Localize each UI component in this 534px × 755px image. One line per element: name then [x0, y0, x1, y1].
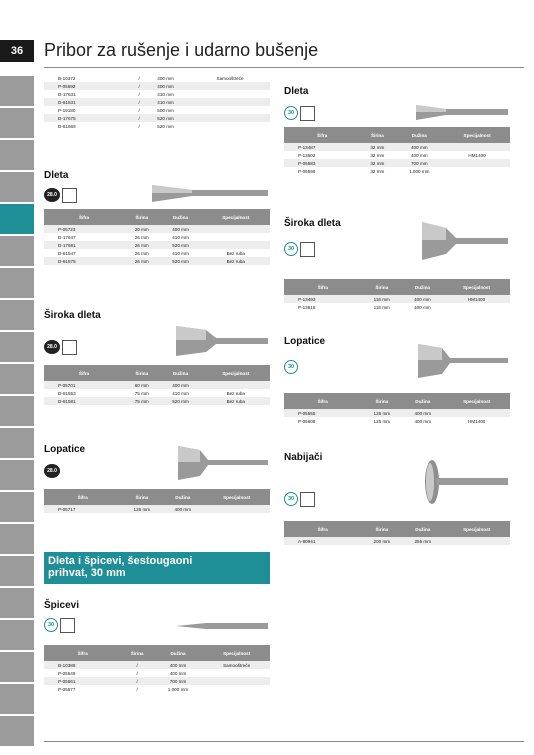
table-cell: D-61575	[44, 257, 124, 265]
chisel-profile-icon	[62, 188, 77, 203]
sidebar-tab[interactable]	[0, 588, 34, 618]
table-row	[44, 98, 270, 106]
table-cell	[202, 233, 270, 241]
spec-badges	[44, 464, 60, 478]
table-row	[44, 241, 270, 249]
flat-chisel-image	[152, 182, 270, 206]
table-header-cell: Specijalnost	[203, 489, 270, 505]
spicevi-30-section	[44, 600, 270, 693]
top-spec-table	[44, 74, 270, 130]
section-title: Špicevi	[44, 600, 80, 611]
lopatice-30-section	[284, 336, 510, 425]
table-header-cell: Širina	[124, 209, 160, 225]
sidebar-tab[interactable]	[0, 172, 34, 202]
table-cell: /	[138, 75, 140, 81]
sidebar-tab[interactable]	[0, 204, 34, 234]
table-cell: 400 mm	[414, 304, 431, 310]
chisel-profile-icon	[300, 106, 315, 121]
table-cell	[203, 677, 270, 685]
table-cell: P-05717	[44, 505, 121, 513]
hex-shank-badge: 28.0	[44, 464, 60, 478]
table-row	[284, 295, 510, 303]
nabijaci-30-table	[284, 521, 510, 545]
table-cell	[190, 82, 270, 90]
table-cell: D-61581	[44, 397, 124, 405]
table-header-cell: Dužina	[160, 365, 202, 381]
spec-badges	[284, 242, 315, 257]
table-header-cell: Širina	[360, 127, 394, 143]
spec-badges	[44, 188, 77, 203]
wide-chisel-image	[422, 222, 510, 262]
spec-badges	[44, 340, 77, 355]
spec-badges	[284, 360, 298, 374]
table-cell: 400 mm	[411, 152, 428, 158]
table-row	[44, 677, 270, 685]
table-cell: 410 mm	[172, 390, 189, 396]
table-cell: 255 mm	[402, 537, 443, 545]
table-cell: /	[136, 686, 138, 692]
table-cell: 32 mm	[360, 143, 394, 151]
sidebar-tab[interactable]	[0, 524, 34, 554]
table-cell: P-13502	[298, 152, 316, 158]
table-cell: 700 mm	[153, 677, 203, 685]
table-cell: P-05701	[44, 381, 124, 389]
table-cell	[443, 537, 510, 545]
table-cell: 500 mm	[157, 107, 174, 113]
table-row	[44, 389, 270, 397]
sidebar-tab[interactable]	[0, 108, 34, 138]
table-cell	[202, 241, 270, 249]
spec-badges	[284, 492, 315, 507]
table-header-cell: Širina	[361, 393, 402, 409]
table-cell	[444, 143, 510, 151]
section-title: Široka dleta	[44, 310, 101, 321]
hex-shank-badge: 28.0	[44, 188, 60, 202]
table-row	[44, 114, 270, 122]
table-row	[284, 167, 510, 175]
table-cell: 410 mm	[172, 234, 189, 240]
spade-image	[418, 344, 510, 378]
table-cell: 410 mm	[172, 250, 189, 256]
sidebar-tab[interactable]	[0, 300, 34, 330]
section-title: Dleta	[284, 86, 309, 97]
sidebar-tab[interactable]	[0, 140, 34, 170]
table-cell: 400 mm	[162, 505, 203, 513]
table-cell: /	[138, 99, 140, 105]
table-cell: 410 mm	[157, 91, 174, 97]
table-cell: /	[138, 107, 140, 113]
table-header-cell: Šifra	[44, 365, 124, 381]
sidebar-tab[interactable]	[0, 492, 34, 522]
table-cell: A-80941	[284, 537, 361, 545]
table-header-cell: Šifra	[284, 127, 360, 143]
table-row	[44, 90, 270, 98]
table-cell: 125 mm	[373, 418, 391, 424]
lopatice-30-table	[284, 393, 510, 425]
section-title: Široka dleta	[284, 218, 341, 229]
table-cell: D-17631	[58, 91, 76, 97]
table-cell: D-17675	[44, 114, 137, 122]
table-cell: 26 mm	[124, 257, 160, 265]
table-header-cell: Šifra	[284, 393, 361, 409]
table-header-cell: Šifra	[44, 209, 124, 225]
siroka-dleta-30-table	[284, 279, 510, 311]
table-cell	[203, 685, 270, 693]
table-header-cell: Širina	[361, 521, 402, 537]
table-cell: /	[138, 115, 140, 121]
table-row	[44, 225, 270, 233]
table-cell	[444, 167, 510, 175]
table-cell: 700 mm	[394, 159, 444, 167]
dleta-30-table	[284, 127, 510, 175]
sidebar-tab[interactable]	[0, 652, 34, 682]
table-cell: 520 mm	[160, 257, 202, 265]
table-cell: P-05549	[58, 670, 76, 676]
table-cell: 26 mm	[124, 241, 160, 249]
table-row	[284, 159, 510, 167]
sidebar-tab[interactable]	[0, 364, 34, 394]
table-row	[44, 685, 270, 693]
page-title: Pribor za rušenje i udarno bušenje	[44, 40, 319, 60]
table-cell: Samooštreće	[203, 661, 270, 669]
table-header-cell: Dužina	[394, 127, 444, 143]
sidebar	[0, 76, 34, 748]
sidebar-tab[interactable]	[0, 556, 34, 586]
table-header-cell: Šifra	[284, 521, 361, 537]
table-row	[44, 381, 270, 389]
section-title: Lopatice	[44, 444, 86, 455]
table-cell: /	[121, 661, 152, 669]
hex-30-badge: 30	[44, 618, 58, 632]
table-cell: 125 mm	[361, 409, 402, 417]
table-cell: P-05608	[298, 418, 316, 424]
table-cell: B-10388	[44, 661, 121, 669]
table-cell: 400 mm	[141, 82, 190, 90]
table-cell: D-61531	[44, 98, 137, 106]
table-cell	[190, 122, 270, 130]
siroka-dleta-30-section	[284, 218, 510, 311]
table-header-cell: Specijalnost	[443, 521, 510, 537]
banner-line1: Dleta i špicevi, šestougaoni	[48, 555, 193, 567]
chisel-profile-icon	[300, 242, 315, 257]
table-row	[284, 151, 510, 159]
table-cell: 115 mm	[362, 295, 402, 303]
table-header-cell: Šifra	[284, 279, 362, 295]
section-title: Lopatice	[284, 336, 326, 347]
tamper-image	[422, 458, 510, 506]
table-cell: P-05577	[58, 686, 76, 692]
sidebar-tab[interactable]	[0, 460, 34, 490]
sidebar-tab[interactable]	[0, 332, 34, 362]
table-cell: 200 mm	[361, 537, 402, 545]
table-cell: /	[138, 91, 140, 97]
table-cell: 400 mm	[169, 670, 187, 676]
table-cell: D-61569	[58, 123, 76, 129]
table-row	[44, 122, 270, 130]
wide-chisel-image	[176, 326, 270, 358]
table-cell: /	[138, 123, 140, 129]
table-cell: 26 mm	[134, 250, 149, 256]
table-cell: HM1400	[467, 418, 486, 424]
spade-image	[178, 444, 270, 480]
table-cell: D-17681	[44, 241, 124, 249]
table-header-cell: Specijalnost	[443, 279, 510, 295]
table-cell: Bez ruba	[202, 257, 270, 265]
table-cell: P-13518	[298, 304, 316, 310]
table-cell: D-61547	[58, 250, 76, 256]
point-chisel-image	[176, 620, 270, 632]
table-cell: B-10372	[58, 75, 76, 81]
bottom-divider	[44, 741, 524, 742]
table-row	[284, 417, 510, 425]
table-row	[44, 106, 270, 114]
sidebar-tab[interactable]	[0, 396, 34, 426]
table-cell: P-05723	[44, 225, 124, 233]
table-header-cell: Specijalnost	[444, 127, 510, 143]
table-header-cell: Širina	[121, 645, 152, 661]
table-cell	[443, 409, 510, 417]
table-cell: P-19180	[58, 107, 76, 113]
spec-badges	[284, 106, 315, 121]
table-cell	[190, 98, 270, 106]
table-header-cell: Dužina	[402, 521, 443, 537]
table-cell: 520 mm	[160, 241, 202, 249]
table-header-cell: Specijalnost	[202, 365, 270, 381]
spicevi-30-table	[44, 645, 270, 693]
table-header-cell: Širina	[362, 279, 402, 295]
table-cell: Bez ruba	[226, 250, 245, 256]
table-row	[284, 537, 510, 545]
table-row	[44, 661, 270, 669]
table-row	[44, 82, 270, 90]
table-row	[284, 143, 510, 151]
table-header-cell: Dužina	[162, 489, 203, 505]
table-cell: 400 mm	[402, 409, 443, 417]
banner-line2: prihvat, 30 mm	[48, 567, 126, 579]
table-cell: 400 mm	[402, 295, 443, 303]
table-cell: Bez ruba	[202, 397, 270, 405]
section-title: Dleta	[44, 170, 69, 181]
sidebar-tab[interactable]	[0, 620, 34, 650]
table-header-cell: Specijalnost	[203, 645, 270, 661]
table-row	[44, 74, 270, 82]
table-cell: 115 mm	[373, 304, 390, 310]
table-cell: 520 mm	[160, 397, 202, 405]
table-cell: 400 mm	[394, 143, 444, 151]
table-row	[44, 249, 270, 257]
table-cell: 26 mm	[134, 234, 149, 240]
table-header-cell: Šifra	[44, 489, 121, 505]
page-number: 36	[0, 40, 34, 62]
table-cell: 32 mm	[360, 159, 394, 167]
table-row	[44, 257, 270, 265]
hex-30-badge: 30	[284, 360, 298, 374]
table-header-cell: Dužina	[153, 645, 203, 661]
table-row	[44, 669, 270, 677]
table-cell: D-17647	[58, 234, 76, 240]
table-header-cell: Dužina	[402, 393, 443, 409]
table-row	[44, 397, 270, 405]
table-cell: P-05583	[284, 159, 360, 167]
table-cell	[202, 225, 270, 233]
table-cell	[190, 106, 270, 114]
top-table-section	[44, 74, 270, 130]
table-cell: P-05561	[44, 677, 121, 685]
table-cell: P-05599	[298, 168, 316, 174]
table-cell: Bez ruba	[226, 390, 245, 396]
lopatice-28-section	[44, 444, 270, 513]
title-divider	[44, 67, 524, 68]
sidebar-tab[interactable]	[0, 716, 34, 746]
table-cell: 1.000 mm	[167, 686, 189, 692]
table-cell: 400 mm	[153, 661, 203, 669]
table-row	[44, 233, 270, 241]
table-header-cell: Specijalnost	[202, 209, 270, 225]
table-cell: D-61553	[58, 390, 76, 396]
hex-30-badge: 30	[284, 492, 298, 506]
sidebar-tab[interactable]	[0, 268, 34, 298]
table-cell: /	[138, 83, 140, 89]
table-cell: 1.000 mm	[409, 168, 430, 174]
chisel-profile-icon	[62, 340, 77, 355]
table-cell	[190, 114, 270, 122]
table-header-cell: Širina	[121, 489, 162, 505]
table-cell: /	[136, 670, 138, 676]
sidebar-tab[interactable]	[0, 76, 34, 106]
table-cell	[443, 303, 510, 311]
tamper-profile-icon	[300, 492, 315, 507]
sidebar-tab[interactable]	[0, 428, 34, 458]
table-header-cell: Dužina	[160, 209, 202, 225]
table-cell: P-05555	[284, 409, 361, 417]
table-cell: /	[121, 677, 152, 685]
table-cell: HM1400	[443, 295, 510, 303]
dleta-28-section	[44, 170, 270, 265]
table-cell: 20 mm	[124, 225, 160, 233]
table-cell: 32 mm	[370, 152, 385, 158]
table-header-cell: Širina	[124, 365, 160, 381]
point-chisel-profile-icon	[60, 618, 75, 633]
table-cell: 400 mm	[157, 75, 174, 81]
spec-badges	[44, 618, 75, 633]
table-cell: P-05692	[44, 82, 137, 90]
table-header-cell: Specijalnost	[443, 393, 510, 409]
table-cell: Samooštreće	[216, 75, 244, 81]
table-cell: 32 mm	[370, 168, 385, 174]
table-header-cell: Dužina	[402, 279, 443, 295]
hex-shank-badge: 28.0	[44, 340, 60, 354]
table-cell: 60 mm	[124, 381, 160, 389]
table-cell: P-13493	[284, 295, 362, 303]
sidebar-tab[interactable]	[0, 236, 34, 266]
table-cell	[203, 505, 270, 513]
table-header-cell: Šifra	[44, 645, 121, 661]
dleta-30-section	[284, 86, 510, 175]
hex-30-badge: 30	[284, 242, 298, 256]
table-cell: 75 mm	[124, 397, 160, 405]
section-title: Nabijači	[284, 452, 323, 463]
sidebar-tab[interactable]	[0, 684, 34, 714]
table-cell: HM1400	[468, 152, 486, 158]
table-cell: 75 mm	[134, 390, 149, 396]
table-cell	[203, 669, 270, 677]
table-cell: 400 mm	[414, 418, 432, 424]
table-cell: 410 mm	[141, 98, 190, 106]
table-row	[44, 505, 270, 513]
lopatice-28-table	[44, 489, 270, 513]
table-cell: 400 mm	[160, 381, 202, 389]
nabijaci-30-section	[284, 452, 510, 545]
table-row	[284, 409, 510, 417]
table-cell: P-13487	[284, 143, 360, 151]
dleta-28-table	[44, 209, 270, 265]
hex-30-badge: 30	[284, 106, 298, 120]
hex30-banner	[44, 552, 270, 584]
table-row	[284, 303, 510, 311]
table-cell	[190, 90, 270, 98]
siroka-dleta-28-section	[44, 310, 270, 405]
flat-chisel-image	[416, 102, 510, 124]
table-cell: 125 mm	[121, 505, 162, 513]
table-cell: 400 mm	[160, 225, 202, 233]
table-cell: 520 mm	[141, 114, 190, 122]
table-cell: 520 mm	[157, 123, 174, 129]
siroka-dleta-28-table	[44, 365, 270, 405]
table-cell	[202, 381, 270, 389]
table-cell	[444, 159, 510, 167]
